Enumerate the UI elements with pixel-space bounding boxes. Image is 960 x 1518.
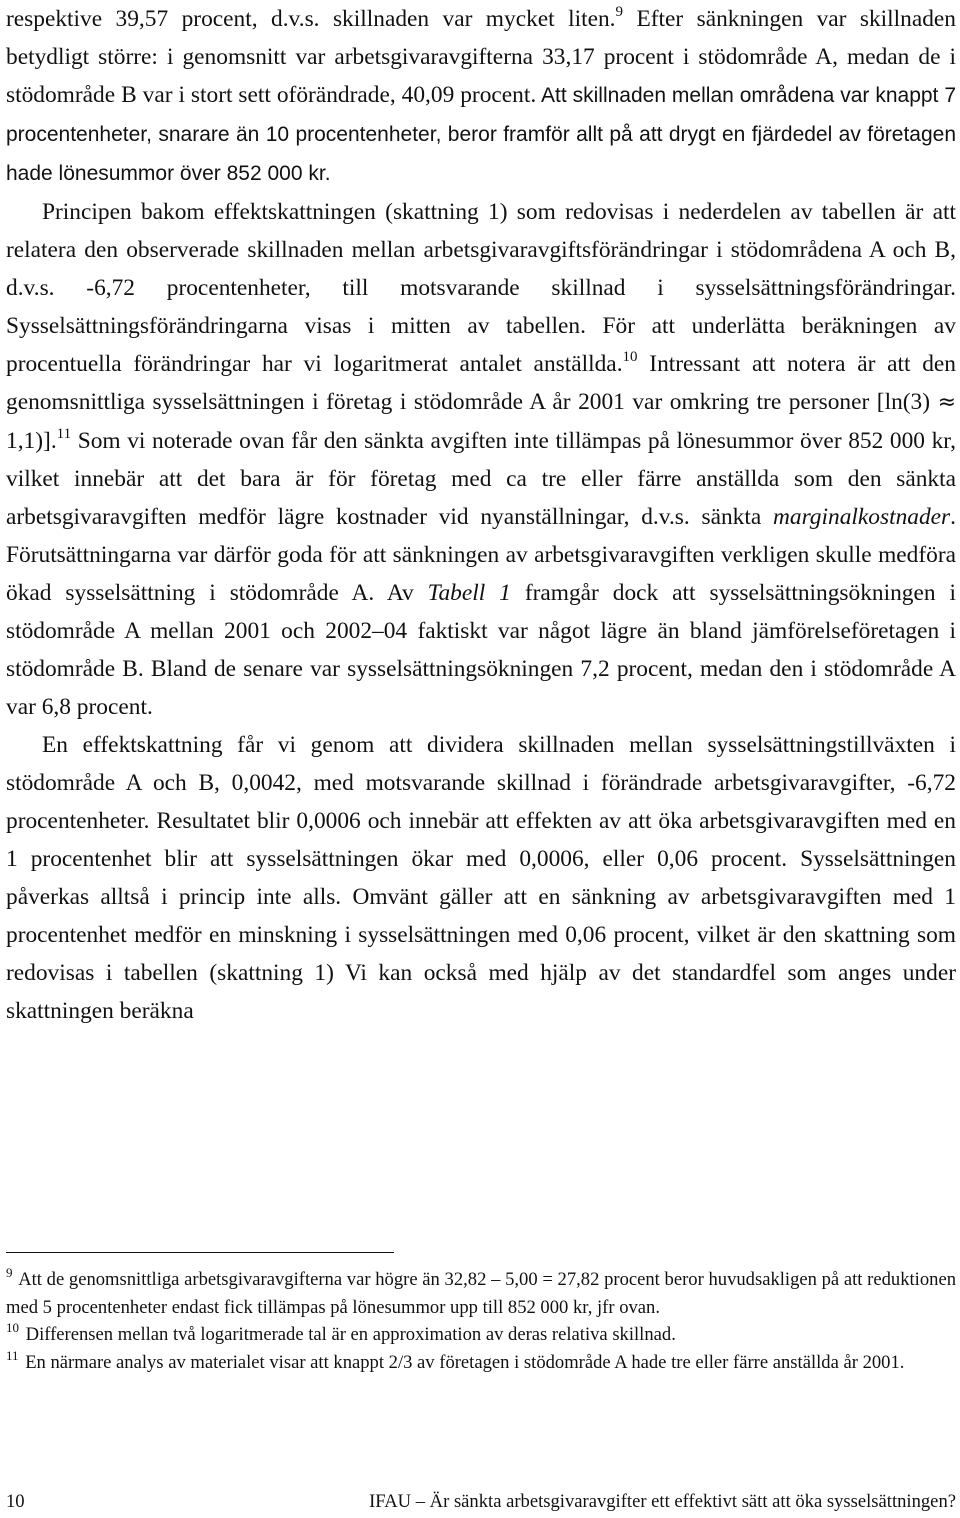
running-title: IFAU – Är sänkta arbetsgivaravgifter ett effektivt sätt att öka sysselsättningen?: [369, 1491, 956, 1512]
paragraph-2-part-a: Principen bakom effektskattningen (skattning 1) som redovisas i nederdelen av tabellen är att relatera den observerade skillnaden mellan arbetsgivaravgiftsförändringar i stödområdena A och B, d.v.s. -6,72 procentenheter, till motsvarande skillnad i sysselsättningsförändringar. Sysselsättningsförändringarna visas i mitten av tabellen. För att underlätta beräkningen av procentuella förändringar har vi logaritmerat antalet anställda.: [6, 199, 956, 377]
paragraph-2-part-f: framgår dock att sysselsättningsökningen i stödområde A mellan 2001 och 2002–04 faktiskt var något lägre än bland jämförelseföretagen i stödområde B. Bland de senare var sysselsättningsökningen 7,2 procent, medan den i stödområde A var 6,8 procent.: [6, 580, 956, 720]
footnote-number: 11: [6, 1347, 19, 1363]
footnote-divider: [6, 1252, 394, 1253]
footnote-10: [6, 1321, 956, 1349]
paragraph-2-part-d: Som vi noterade ovan får den sänkta avgiften inte tillämpas på lönesummor över 852 000 kr, vilket innebär att det bara är för företag med ca tre eller färre anställda som den sänkta arbetsgivaravgiften medför lägre kostnader vid nyanställningar, d.v.s. sänkta: [6, 428, 956, 530]
footnote-text: Differensen mellan två logaritmerade tal är en approximation av deras relativa skillnad.: [25, 1324, 676, 1345]
footnote-text: Att de genomsnittliga arbetsgivaravgifterna var högre än 32,82 – 5,00 = 27,82 procent beror huvudsakligen på att reduktionen med 5 procentenheter endast fick tillämpas på lönesummor upp till 852 000 kr, jfr ovan.: [6, 1269, 956, 1318]
paragraph-2-part-c: 1,1)].: [6, 428, 57, 454]
footnotes-section: [6, 1266, 956, 1376]
paragraph-2: [6, 193, 956, 726]
paragraph-1-part-c: Att skillnaden mellan områdena var knappt 7 procentenheter, snarare än 10 procentenheter, beror framför allt på att drygt en fjärdedel av företagen hade lönesummor över 852 000 kr.: [6, 84, 957, 185]
footnote-ref-10[interactable]: 10: [622, 349, 638, 365]
footnote-text: En närmare analys av materialet visar att knappt 2/3 av företagen i stödområde A hade tre eller färre anställda år 2001.: [25, 1351, 905, 1373]
italic-term-marginalkostnader: marginalkostnader: [772, 504, 951, 530]
footnote-11: [6, 1349, 956, 1377]
document-page: [6, 0, 956, 1030]
footnote-number: 9: [6, 1265, 13, 1280]
table-reference[interactable]: Tabell 1: [427, 580, 511, 606]
approx-symbol: ≈: [937, 390, 956, 415]
body-text: [6, 0, 956, 1030]
paragraph-1-part-a: respektive 39,57 procent, d.v.s. skillnaden var mycket liten.: [6, 6, 616, 32]
footnote-ref-9[interactable]: 9: [615, 4, 624, 20]
page-number: 10: [6, 1491, 25, 1512]
page-footer: [6, 1490, 956, 1514]
footnote-ref-11[interactable]: 11: [56, 426, 72, 442]
paragraph-2-part-e: . Förutsättningarna var därför goda för att sänkningen av arbetsgivaravgiften verkligen skulle medföra ökad sysselsättning i stödområde A. Av: [6, 504, 956, 606]
paragraph-1-part-b: Efter sänkningen var skillnaden betydligt större: i genomsnitt var arbetsgivaravgifterna 33,17 procent i stödområde A, medan de i stödområde B var i stort sett oförändrade, 40,09 procent.: [6, 6, 957, 108]
paragraph-2-part-b: Intressant att notera är att den genomsnittliga sysselsättningen i företag i stödområde A år 2001 var omkring tre personer [ln(3): [6, 351, 956, 415]
paragraph-1: [6, 0, 956, 193]
paragraph-3: En effektskattning får vi genom att dividera skillnaden mellan sysselsättningstillväxten i stödområde A och B, 0,0042, med motsvarande skillnad i förändrade arbetsgivaravgifter, -6,72 procentenheter. Resultatet blir 0,0006 och innebär att effekten av att öka arbetsgivaravgiften med en 1 procentenhet blir att sysselsättningen ökar med 0,0006, eller 0,06 procent. Sysselsättningen påverkas alltså i princip inte alls. Omvänt gäller att en sänkning av arbetsgivaravgiften med 1 procentenhet medför en minskning i sysselsättningen med 0,06 procent, vilket är den skattning som redovisas i tabellen (skattning 1) Vi kan också med hjälp av det standardfel som anges under skattningen beräkna: [6, 732, 956, 1024]
footnote-9: [6, 1266, 956, 1321]
footnote-number: 10: [6, 1320, 19, 1335]
